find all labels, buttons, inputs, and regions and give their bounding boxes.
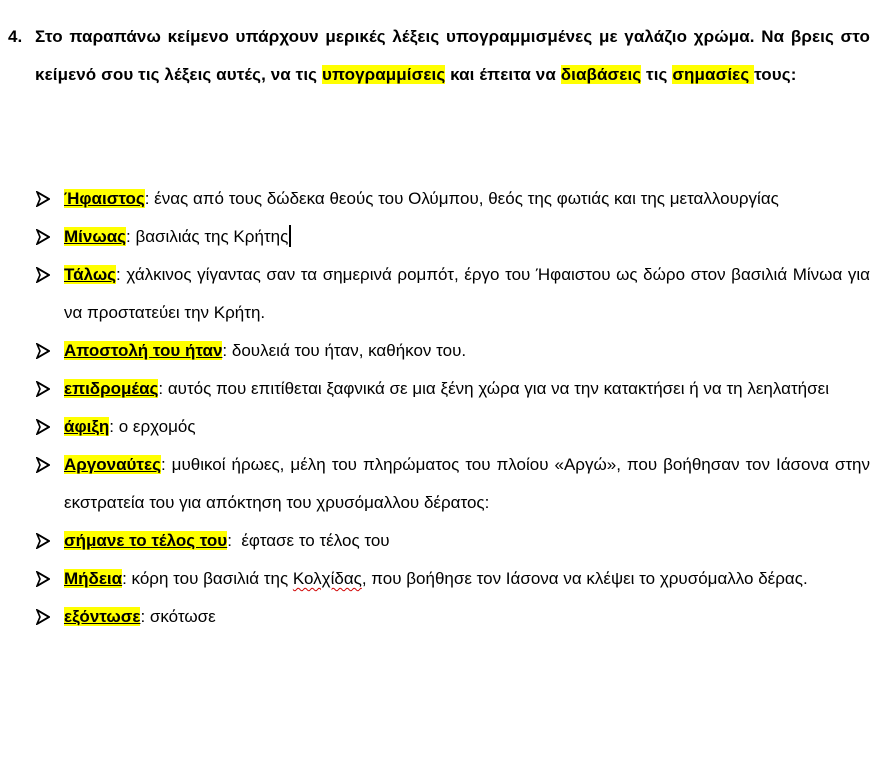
glossary-definition: : ο ερχομός [109, 417, 196, 436]
question-text[interactable] [35, 18, 870, 94]
question-4 [8, 18, 870, 94]
glossary-term: σήμανε το τέλος του [64, 531, 228, 550]
arrow-bullet-icon [36, 609, 50, 625]
arrow-bullet-icon [36, 381, 50, 397]
glossary-definition: : ένας από τους δώδεκα θεούς του Ολύμπου, θεός της φωτιάς και της μεταλλουργίας [144, 189, 779, 208]
text-cursor [289, 225, 291, 247]
glossary-item[interactable] [36, 408, 870, 446]
glossary-item[interactable] [36, 446, 870, 522]
question-text-part: και έπειτα να [445, 65, 561, 84]
glossary-item[interactable] [36, 332, 870, 370]
glossary-term: Τάλως [64, 265, 117, 284]
glossary-term: άφιξη [64, 417, 110, 436]
arrow-bullet-icon [36, 571, 50, 587]
glossary-definition: : αυτός που επιτίθεται ξαφνικά σε μια ξένη χώρα για να την κατακτήσει ή να τη λεηλατήσει [158, 379, 829, 398]
glossary-term: Αποστολή του ήταν [64, 341, 223, 360]
arrow-bullet-icon [36, 419, 50, 435]
highlighted-word: σημασίες [672, 65, 755, 84]
question-text-part: τις [641, 65, 673, 84]
glossary-definition: : χάλκινος γίγαντας σαν τα σημερινά ρομπότ, έργο του Ήφαιστου ως δώρο στον βασιλιά Μίνωα για να προστατεύει την Κρήτη. [64, 265, 870, 322]
glossary-definition: : μυθικοί ήρωες, μέλη του πληρώματος του πλοίου «Αργώ», που βοήθησαν τον Ιάσονα στην εκστρατεία του για απόκτηση του χρυσόμαλλου δέρατος: [64, 455, 870, 512]
question-text-part: τους: [754, 65, 797, 84]
arrow-bullet-icon [36, 191, 50, 207]
arrow-bullet-icon [36, 229, 50, 245]
glossary-item[interactable] [36, 522, 870, 560]
arrow-bullet-icon [36, 533, 50, 549]
glossary-item[interactable] [36, 256, 870, 332]
misspelled-word[interactable]: Κολχίδας [292, 569, 362, 588]
glossary-term: Αργοναύτες [64, 455, 161, 474]
arrow-bullet-icon [36, 457, 50, 473]
glossary-term: Ήφαιστος [64, 189, 145, 208]
glossary-item[interactable] [36, 560, 870, 598]
highlighted-word: διαβάσεις [560, 65, 642, 84]
glossary-term: Μίνωας [64, 227, 126, 246]
glossary-item[interactable] [36, 180, 870, 218]
glossary-definition: : κόρη του βασιλιά της [122, 569, 293, 588]
glossary-item[interactable] [36, 598, 870, 636]
highlighted-word: υπογραμμίσεις [321, 65, 446, 84]
glossary-definition: , που βοήθησε τον Ιάσονα να κλέψει το χρυσόμαλλο δέρας. [361, 569, 808, 588]
glossary-list [36, 180, 870, 636]
glossary-term: εξόντωσε [64, 607, 141, 626]
question-text-part: Στο παραπάνω κείμενο υπάρχουν μερικές λέξεις υπογραμμισμένες με γαλάζιο χρώμα. Να βρεις στο κείμενό σου τις λέξεις αυτές, να τις [35, 27, 870, 84]
glossary-definition: : σκότωσε [140, 607, 216, 626]
glossary-item[interactable] [36, 370, 870, 408]
arrow-bullet-icon [36, 267, 50, 283]
arrow-bullet-icon [36, 343, 50, 359]
glossary-definition: : έφτασε το τέλος του [227, 531, 390, 550]
glossary-item[interactable] [36, 218, 870, 256]
glossary-definition: : δουλειά του ήταν, καθήκον του. [222, 341, 467, 360]
glossary-term: Μήδεια [64, 569, 123, 588]
glossary-definition: : βασιλιάς της Κρήτης [126, 227, 289, 246]
glossary-term: επιδρομέας [64, 379, 159, 398]
question-number: 4. [8, 27, 23, 46]
